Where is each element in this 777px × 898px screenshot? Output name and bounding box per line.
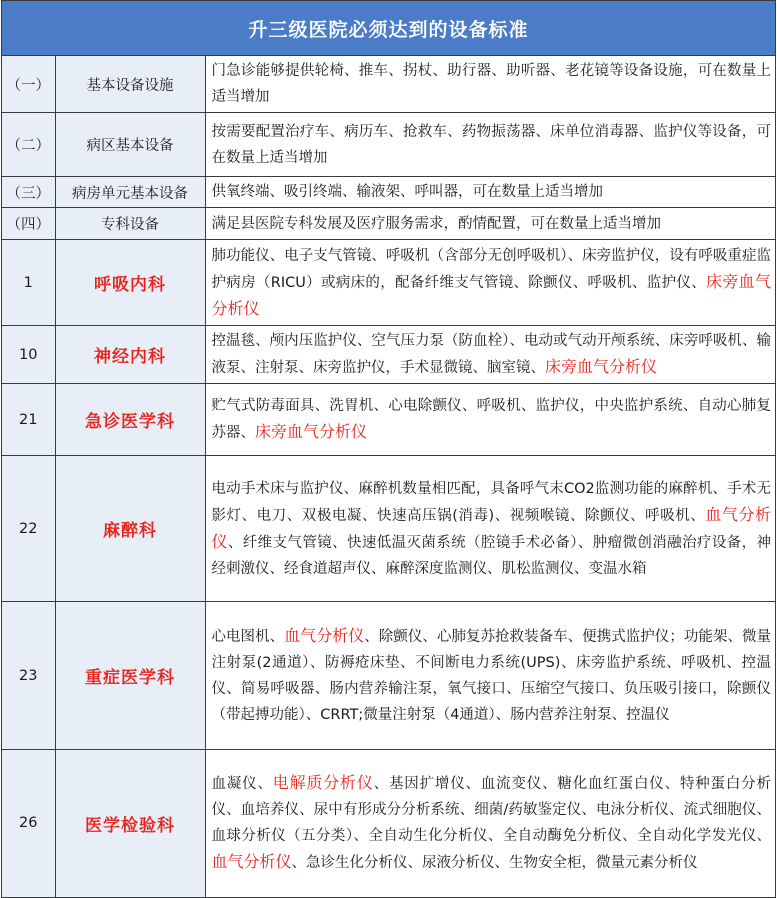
description-text: 控温毯、颅内压监护仪、空气压力泵（防血栓）、电动或气动开颅系统、床旁呼吸机、输液泵、注射泵、床旁监护仪，手术显微镜、脑室镜、 — [211, 333, 771, 376]
description-text: 、纤维支气管镜、快速低温灭菌系统（腔镜手术必备）、肿瘤微创消融治疗设备，神经刺激仪、经食道超声仪、麻醉深度监测仪、肌松监测仪、变温水箱 — [211, 534, 771, 577]
row-index: 21 — [2, 384, 55, 456]
standard-table — [2, 56, 775, 897]
category-name: 专科设备 — [55, 208, 205, 240]
description-text: 贮气式防毒面具、洗胃机、心电除颤仪、呼吸机、监护仪，中央监护系统、自动心肺复苏器、 — [211, 398, 771, 441]
equipment-description — [205, 750, 775, 897]
highlighted-equipment: 血气分析仪 — [284, 626, 365, 645]
category-name: 基本设备设施 — [55, 56, 205, 113]
highlighted-equipment: 床旁血气分析仪 — [211, 271, 771, 318]
equipment-description — [205, 240, 775, 326]
description-text: 电动手术床与监护仪、麻醉机数量相匹配，具备呼气末CO2监测功能的麻醉机、手术无影灯、电刀、双极电凝、快速高压锅(消毒)、视频喉镜、除颤仪、呼吸机、 — [211, 480, 771, 524]
equipment-standard-table — [1, 0, 776, 898]
table-row — [2, 326, 775, 384]
highlighted-equipment: 血气分析仪 — [211, 504, 771, 551]
equipment-description — [205, 384, 775, 456]
equipment-description — [205, 113, 775, 177]
table-row — [2, 240, 775, 326]
table-row — [2, 208, 775, 240]
description-text: 门急诊能够提供轮椅、推车、拐杖、助行器、助听器、老花镜等设备设施，可在数量上适当增加 — [211, 63, 771, 105]
row-index: 10 — [2, 326, 55, 384]
equipment-description — [205, 56, 775, 113]
equipment-description — [205, 326, 775, 384]
table-row — [2, 384, 775, 456]
equipment-description — [205, 602, 775, 750]
table-title: 升三级医院必须达到的设备标准 — [2, 1, 775, 56]
row-index: （一） — [2, 56, 55, 113]
equipment-description — [205, 456, 775, 602]
description-text: 、急诊生化分析仪、尿液分析仪、生物安全柜，微量元素分析仪 — [291, 855, 698, 872]
table-row — [2, 456, 775, 602]
row-index: （四） — [2, 208, 55, 240]
equipment-description — [205, 208, 775, 240]
department-name: 神经内科 — [55, 326, 205, 384]
description-text: 、除颤仪、心肺复苏抢救装备车、便携式监护仪；功能架、微量注射泵(2通道）、防褥疮床垫、不间断电力系统(UPS)、床旁监护系统、呼吸机、控温仪、简易呼吸器、肠内营养输注泵，氧气接口、压缩空气接口、负压吸引接口，除颤仪（带起搏功能）、CRRT;微量注射泵（4通道）、肠内营养注射泵、控温仪 — [211, 629, 771, 723]
table-row — [2, 177, 775, 208]
highlighted-equipment: 电解质分析仪 — [272, 773, 374, 793]
row-index: 1 — [2, 240, 55, 326]
description-text: 按需要配置治疗车、病历车、抢救车、药物振荡器、床单位消毒器、监护仪等设备，可在数量上适当增加 — [211, 123, 771, 166]
row-index: （二） — [2, 113, 55, 177]
row-index: 23 — [2, 602, 55, 750]
department-name: 急诊医学科 — [55, 384, 205, 456]
row-index: 26 — [2, 750, 55, 897]
row-index: （三） — [2, 177, 55, 208]
description-text: 肺功能仪、电子支气管镜、呼吸机（含部分无创呼吸机）、床旁监护仪，设有呼吸重症监护病房（RICU）或病床的，配备纤维支气管镜、除颤仪、呼吸机、监护仪、 — [211, 247, 771, 291]
table-row — [2, 602, 775, 750]
department-name: 医学检验科 — [55, 750, 205, 897]
highlighted-equipment: 床旁血气分析仪 — [255, 422, 368, 441]
highlighted-equipment: 床旁血气分析仪 — [545, 357, 658, 376]
category-name: 病区基本设备 — [55, 113, 205, 177]
table-row — [2, 750, 775, 897]
category-name: 病房单元基本设备 — [55, 177, 205, 208]
department-name: 麻醉科 — [55, 456, 205, 602]
department-name: 呼吸内科 — [55, 240, 205, 326]
description-text: 、基因扩增仪、血流变仪、糖化血红蛋白仪、特种蛋白分析仪、血培养仪、尿中有形成分分析系统、细菌/药敏鉴定仪、电泳分析仪、流式细胞仪、血球分析仪（五分类）、全自动生化分析仪、全自动酶免分析仪、全自动化学发光仪、 — [211, 776, 771, 845]
highlighted-equipment: 血气分析仪 — [211, 852, 292, 872]
description-text: 血凝仪、 — [211, 776, 273, 793]
description-text: 心电图机、 — [211, 629, 285, 645]
row-index: 22 — [2, 456, 55, 602]
table-row — [2, 56, 775, 113]
equipment-description — [205, 177, 775, 208]
description-text: 满足县医院专科发展及医疗服务需求，酌情配置，可在数量上适当增加 — [211, 215, 661, 232]
description-text: 供氧终端、吸引终端、输液架、呼叫器，可在数量上适当增加 — [211, 184, 603, 200]
department-name: 重症医学科 — [55, 602, 205, 750]
table-row — [2, 113, 775, 177]
